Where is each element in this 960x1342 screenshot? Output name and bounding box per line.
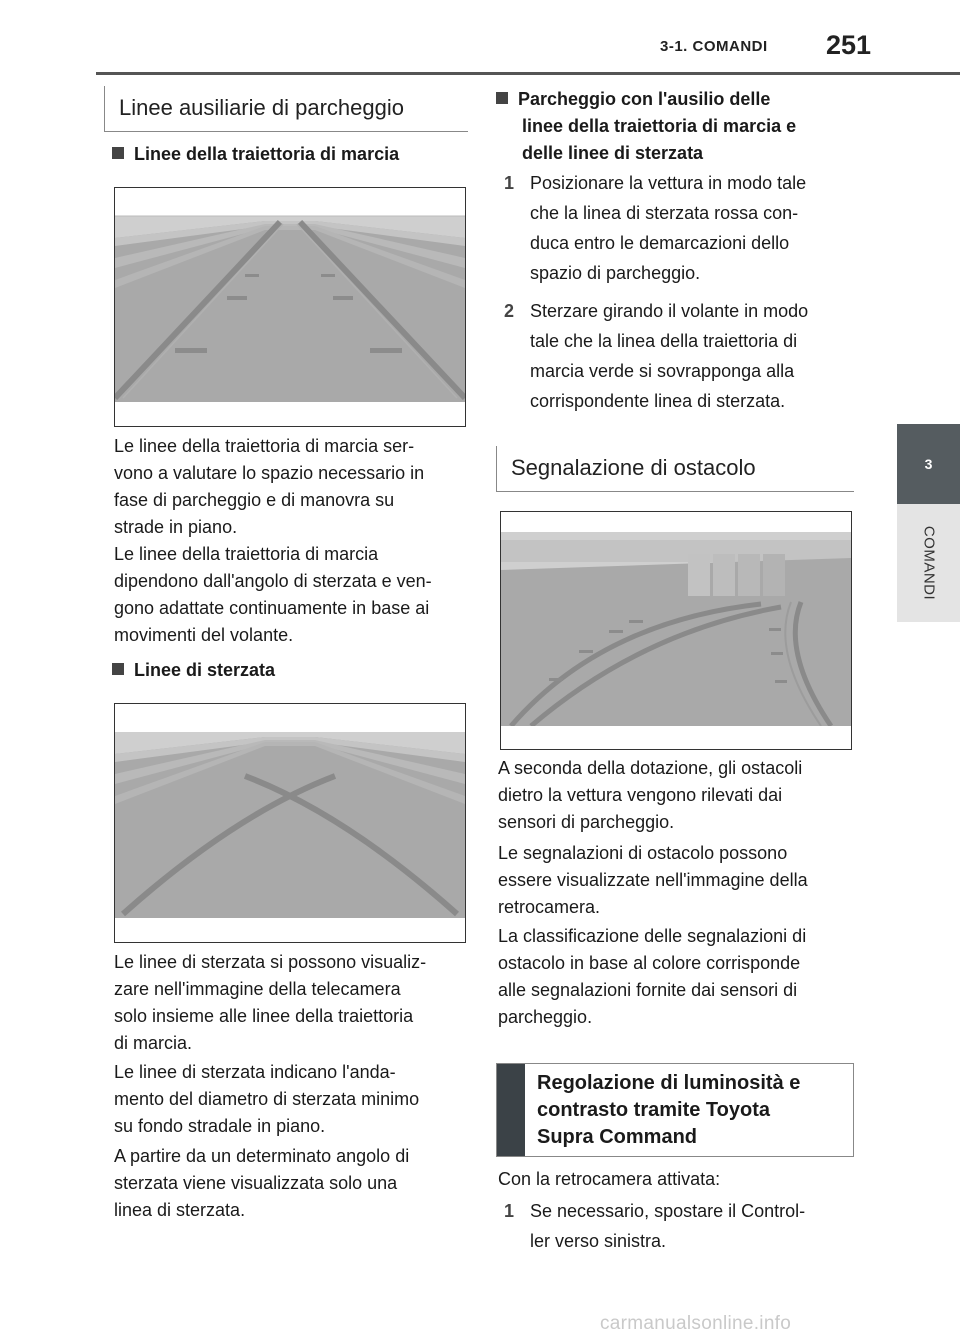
paragraph-trajectory-dependence	[114, 541, 462, 649]
text-line: contrasto tramite Toyota	[537, 1099, 770, 1121]
text-line: fase di parcheggio e di manovra su	[114, 490, 395, 510]
subheading-line: delle linee di sterzata	[522, 143, 704, 163]
text-line: Le segnalazioni di ostacolo possono	[498, 843, 788, 863]
text-line: spazio di parcheggio.	[530, 263, 701, 283]
chapter-tab-text: COMANDI	[920, 525, 937, 601]
text-line: Le linee di sterzata si possono visualiz-	[114, 952, 427, 972]
subheading-steering-lines	[112, 657, 275, 684]
section-title-parking-lines: Linee ausiliarie di parcheggio	[104, 86, 468, 132]
figure-trajectory-lines	[114, 187, 466, 427]
paragraph-obstacle-detection	[498, 755, 846, 836]
text-line: A seconda della dotazione, gli ostacoli	[498, 758, 803, 778]
text-line: essere visualizzate nell'immagine della	[498, 870, 808, 890]
step-number: 1	[504, 173, 515, 193]
subheading-steering-text: Linee di sterzata	[134, 660, 276, 680]
text-line: su fondo stradale in piano.	[114, 1116, 326, 1136]
step-1-position	[496, 168, 826, 288]
text-line: linea di sterzata.	[114, 1200, 246, 1220]
text-line: sterzata viene visualizzata solo una	[114, 1173, 398, 1193]
square-bullet-icon	[112, 147, 124, 159]
paragraph-steering-diameter	[114, 1059, 462, 1140]
text-line: di marcia.	[114, 1033, 193, 1053]
text-line: sensori di parcheggio.	[498, 812, 675, 832]
text-line: mento del diametro di sterzata minimo	[114, 1089, 420, 1109]
subheading-line-text: Parcheggio con l'ausilio delle	[518, 89, 771, 109]
subheading-trajectory	[112, 141, 399, 168]
page-number: 251	[826, 30, 872, 60]
paragraph-camera-active	[498, 1166, 846, 1193]
text-line: A partire da un determinato angolo di	[114, 1146, 410, 1166]
chapter-tab-label	[897, 504, 960, 622]
text-line: duca entro le demarcazioni dello	[530, 233, 790, 253]
text-line: marcia verde si sovrapponga alla	[530, 361, 795, 381]
text-line: ostacolo in base al colore corrisponde	[498, 953, 801, 973]
text-line: parcheggio.	[498, 1007, 593, 1027]
text-line: Le linee di sterzata indicano l'anda-	[114, 1062, 396, 1082]
text-line: Con la retrocamera attivata:	[498, 1169, 721, 1189]
text-line: che la linea di sterzata rossa con-	[530, 203, 799, 223]
section-title-obstacle: Segnalazione di ostacolo	[496, 446, 854, 492]
figure-steering-lines	[114, 703, 466, 943]
text-line: corrispondente linea di sterzata.	[530, 391, 786, 411]
text-line: Regolazione di luminosità e	[537, 1072, 801, 1094]
paragraph-steering-visibility	[114, 949, 462, 1057]
text-line: alle segnalazioni fornite dai sensori di	[498, 980, 798, 1000]
text-line: vono a valutare lo spazio necessario in	[114, 463, 425, 483]
step-1-controller	[496, 1196, 826, 1256]
paragraph-steering-single	[114, 1143, 462, 1224]
text-line: Le linee della traiettoria di marcia ser-	[114, 436, 415, 456]
subheading-line	[496, 86, 856, 113]
paragraph-obstacle-display	[498, 840, 846, 921]
running-header-section: 3-1. COMANDI	[660, 38, 768, 55]
text-line: tale che la linea della traiettoria di	[530, 331, 798, 351]
subheading-trajectory-text: Linee della traiettoria di marcia	[134, 144, 400, 164]
step-2-steer	[496, 296, 826, 416]
text-line: Posizionare la vettura in modo tale	[530, 173, 807, 193]
text-line: Supra Command	[537, 1126, 698, 1148]
text-line: dietro la vettura vengono rilevati dai	[498, 785, 783, 805]
text-line: Le linee della traiettoria di marcia	[114, 544, 379, 564]
text-line: retrocamera.	[498, 897, 601, 917]
text-line: movimenti del volante.	[114, 625, 294, 645]
text-line: Sterzare girando il volante in modo	[530, 301, 809, 321]
watermark: carmanualsonline.info	[600, 1313, 792, 1334]
highlight-bar	[497, 1064, 525, 1156]
step-number: 1	[504, 1201, 515, 1221]
text-line: La classificazione delle segnalazioni di	[498, 926, 807, 946]
paragraph-trajectory-purpose	[114, 433, 462, 541]
text-line: dipendono dall'angolo di sterzata e ven-	[114, 571, 432, 591]
text-line: strade in piano.	[114, 517, 238, 537]
step-number: 2	[504, 301, 515, 321]
figure-obstacle-marking	[500, 511, 852, 750]
text-line: Se necessario, spostare il Control-	[530, 1201, 806, 1221]
text-line: solo insieme alle linee della traiettoria	[114, 1006, 414, 1026]
square-bullet-icon	[496, 92, 508, 104]
text-line: ler verso sinistra.	[530, 1231, 667, 1251]
chapter-tab: 3	[897, 424, 960, 504]
highlight-title	[537, 1070, 800, 1151]
header-rule	[96, 72, 960, 75]
subheading-line: linee della traiettoria di marcia e	[522, 116, 797, 136]
text-line: zare nell'immagine della telecamera	[114, 979, 401, 999]
subheading-parking-with-lines	[496, 86, 856, 167]
paragraph-obstacle-color	[498, 923, 846, 1031]
text-line: gono adattate continuamente in base ai	[114, 598, 430, 618]
highlight-box-brightness	[496, 1063, 854, 1157]
square-bullet-icon	[112, 663, 124, 675]
